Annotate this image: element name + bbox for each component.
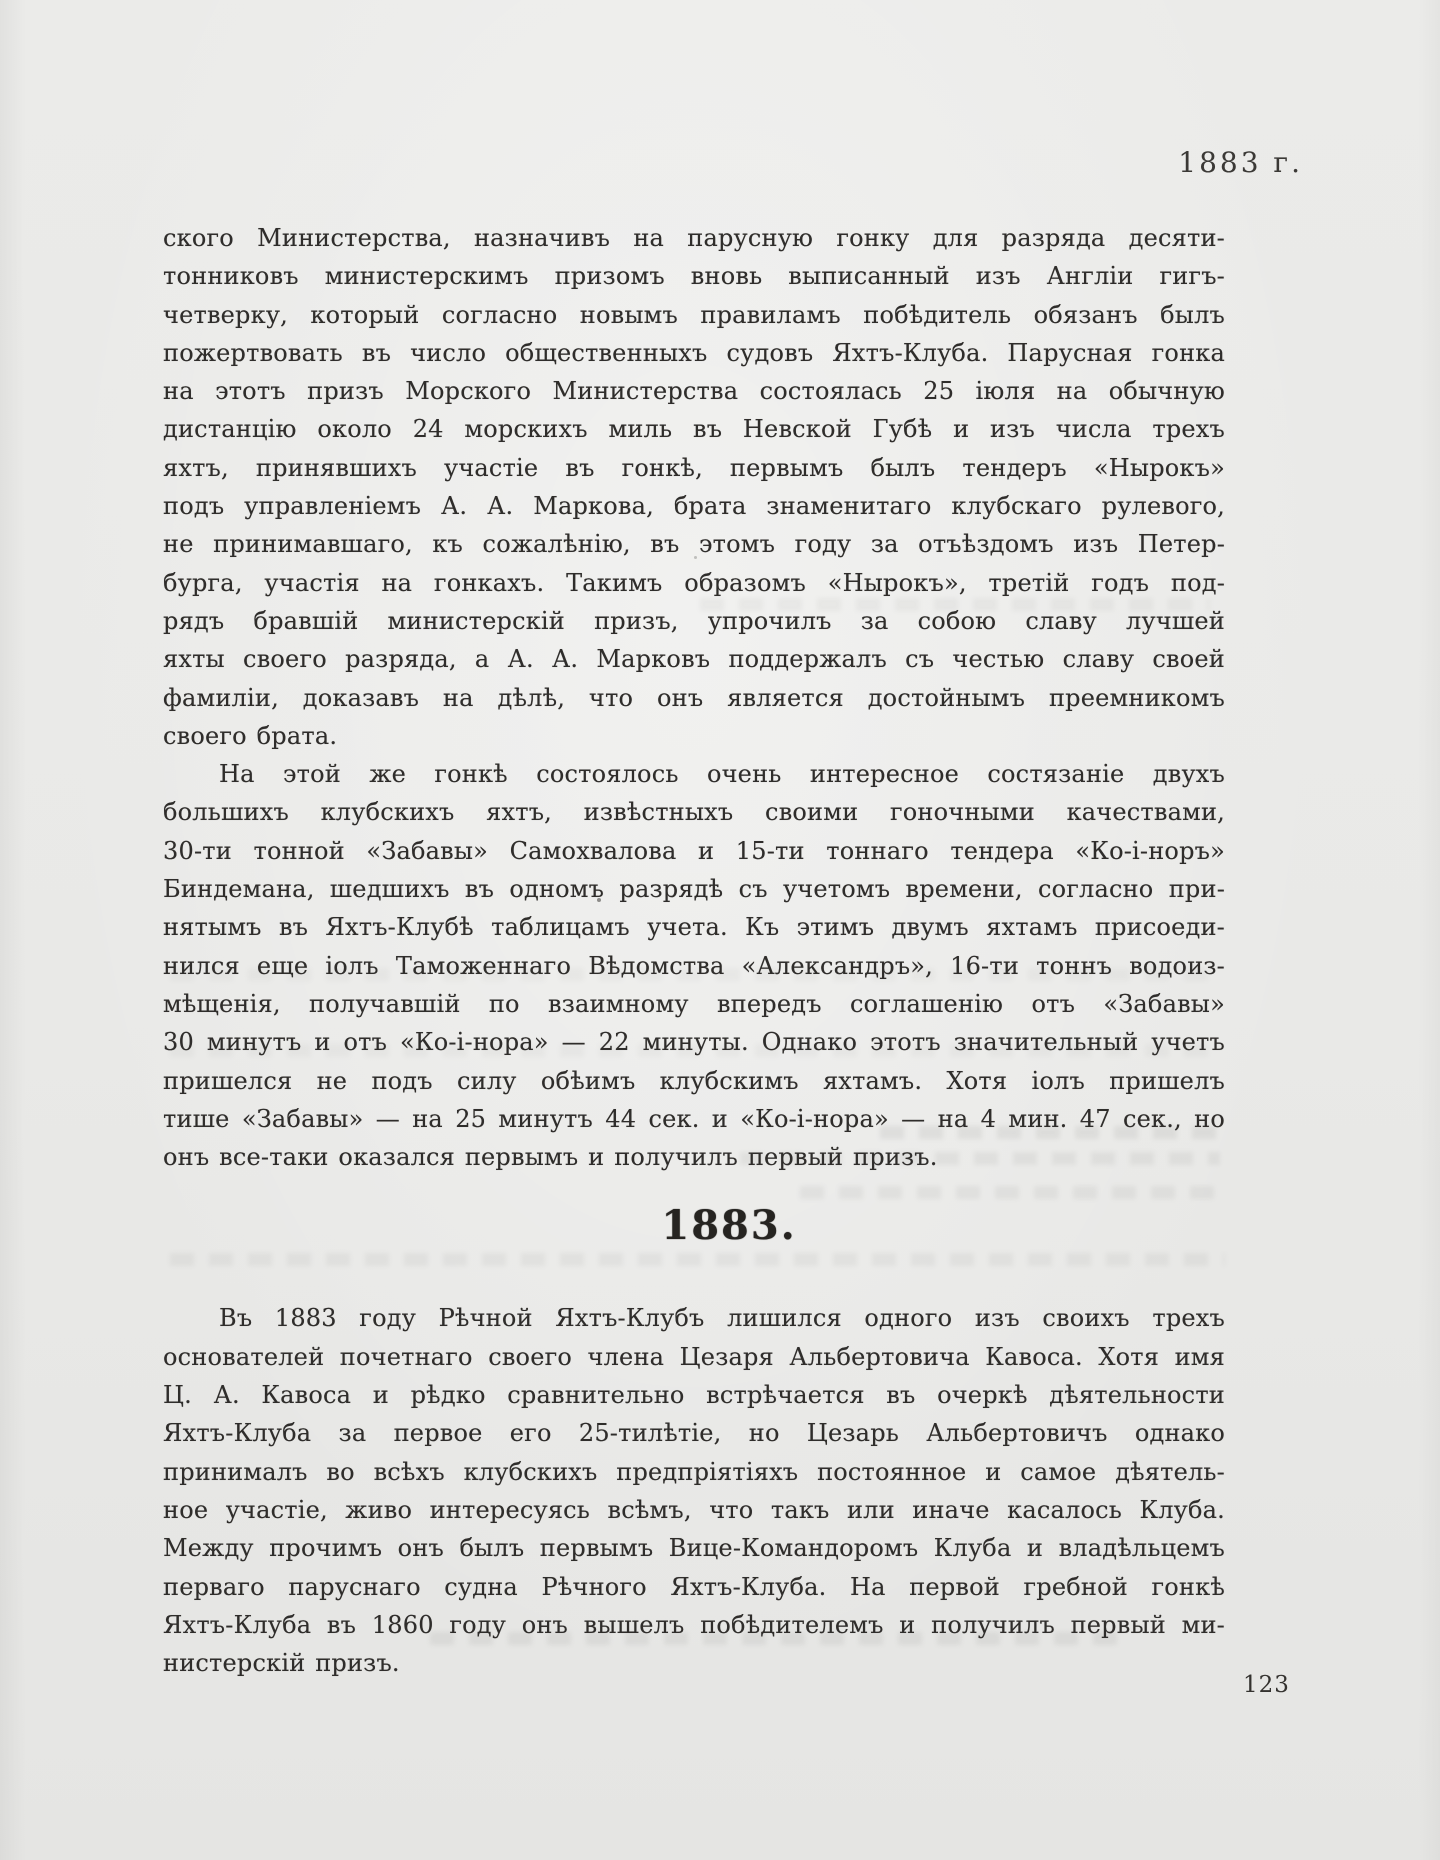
text-line: Въ 1883 году Рѣчной Яхтъ-Клубъ лишился одного изъ своихъ трехъ: [219, 1304, 1225, 1333]
text-line: нятымъ въ Яхтъ-Клубѣ таблицамъ учета. Къ этимъ двумъ яхтамъ присоеди-: [163, 913, 1225, 942]
section-heading-year: 1883.: [661, 1202, 797, 1250]
text-line: рядъ бравшій министерскій призъ, упрочилъ за собою славу лучшей: [163, 606, 1225, 635]
running-head-year: 1883 г.: [1178, 146, 1303, 179]
text-line: бурга, участія на гонкахъ. Такимъ образомъ «Нырокъ», третій годъ под-: [163, 568, 1225, 597]
text-line: фамиліи, доказавъ на дѣлѣ, что онъ является достойнымъ преемникомъ: [163, 683, 1225, 712]
text-line: На этой же гонкѣ состоялось очень интересное состязаніе двухъ: [219, 760, 1225, 789]
text-line: подъ управленіемъ А. А. Маркова, брата знаменитаго клубскаго рулевого,: [163, 492, 1225, 521]
paragraph: [163, 1299, 1225, 1682]
text-line: основателей почетнаго своего члена Цезаря Альбертовича Кавоса. Хотя имя: [163, 1342, 1225, 1371]
text-line: пришелся не подъ силу обѣимъ клубскимъ яхтамъ. Хотя іолъ пришелъ: [163, 1066, 1225, 1095]
text-line: нился еще іолъ Таможеннаго Вѣдомства «Александръ», 16-ти тоннъ водоиз-: [163, 951, 1225, 980]
text-line: четверку, который согласно новымъ правиламъ побѣдитель обязанъ былъ: [163, 300, 1225, 329]
text-line: принималъ во всѣхъ клубскихъ предпріятіяхъ постоянное и самое дѣятель-: [163, 1457, 1225, 1486]
text-line: не принимавшаго, къ сожалѣнію, въ этомъ году за отъѣздомъ изъ Петер-: [163, 530, 1225, 559]
paragraph: [163, 755, 1225, 1176]
text-line: своего брата.: [163, 721, 338, 750]
text-line: Между прочимъ онъ былъ первымъ Вице-Командоромъ Клуба и владѣльцемъ: [163, 1534, 1225, 1563]
text-column: [163, 219, 1225, 1682]
text-line: 30 минутъ и отъ «Ко-і-нора» — 22 минуты. Однако этотъ значительный учетъ: [163, 1028, 1225, 1057]
text-line: онъ все-таки оказался первымъ и получилъ первый призъ.: [163, 1143, 938, 1172]
text-line: Ц. А. Кавоса и рѣдко сравнительно встрѣчается въ очеркѣ дѣятельности: [163, 1381, 1225, 1410]
text-line: яхтъ, принявшихъ участіе въ гонкѣ, первымъ былъ тендеръ «Нырокъ»: [163, 453, 1225, 482]
text-line: Биндемана, шедшихъ въ одномъ разрядѣ съ учетомъ времени, согласно при-: [163, 875, 1225, 904]
text-line: ное участіе, живо интересуясь всѣмъ, что такъ или иначе касалось Клуба.: [163, 1495, 1225, 1524]
text-line: пожертвовать въ число общественныхъ судовъ Яхтъ-Клуба. Парусная гонка: [163, 338, 1225, 367]
text-line: Яхтъ-Клуба въ 1860 году онъ вышелъ побѣдителемъ и получилъ первый ми-: [163, 1610, 1225, 1639]
text-line: яхты своего разряда, а А. А. Марковъ поддержалъ съ честью славу своей: [163, 645, 1225, 674]
text-line: нистерскій призъ.: [163, 1649, 400, 1678]
text-line: перваго паруснаго судна Рѣчного Яхтъ-Клуба. На первой гребной гонкѣ: [163, 1572, 1225, 1601]
text-line: тише «Забавы» — на 25 минутъ 44 сек. и «Ко-і-нора» — на 4 мин. 47 сек., но: [163, 1104, 1225, 1133]
page-number: 123: [1243, 1672, 1290, 1698]
text-line: тонниковъ министерскимъ призомъ вновь выписанный изъ Англіи гигъ-: [163, 262, 1225, 291]
text-line: ского Министерства, назначивъ на парусную гонку для разряда десяти-: [163, 224, 1225, 252]
text-line: дистанцію около 24 морскихъ миль въ Невской Губѣ и изъ числа трехъ: [163, 415, 1225, 444]
text-line: на этотъ призъ Морского Министерства состоялась 25 іюля на обычную: [163, 377, 1225, 406]
text-line: Яхтъ-Клуба за первое его 25-тилѣтіе, но Цезарь Альбертовичъ однако: [163, 1419, 1225, 1448]
text-line: 30-ти тонной «Забавы» Самохвалова и 15-ти тоннаго тендера «Ко-і-норъ»: [163, 836, 1225, 865]
text-line: большихъ клубскихъ яхтъ, извѣстныхъ своими гоночными качествами,: [163, 798, 1225, 827]
paragraph: [163, 219, 1225, 755]
text-line: мѣщенія, получавшій по взаимному впередъ соглашенію отъ «Забавы»: [163, 989, 1225, 1018]
